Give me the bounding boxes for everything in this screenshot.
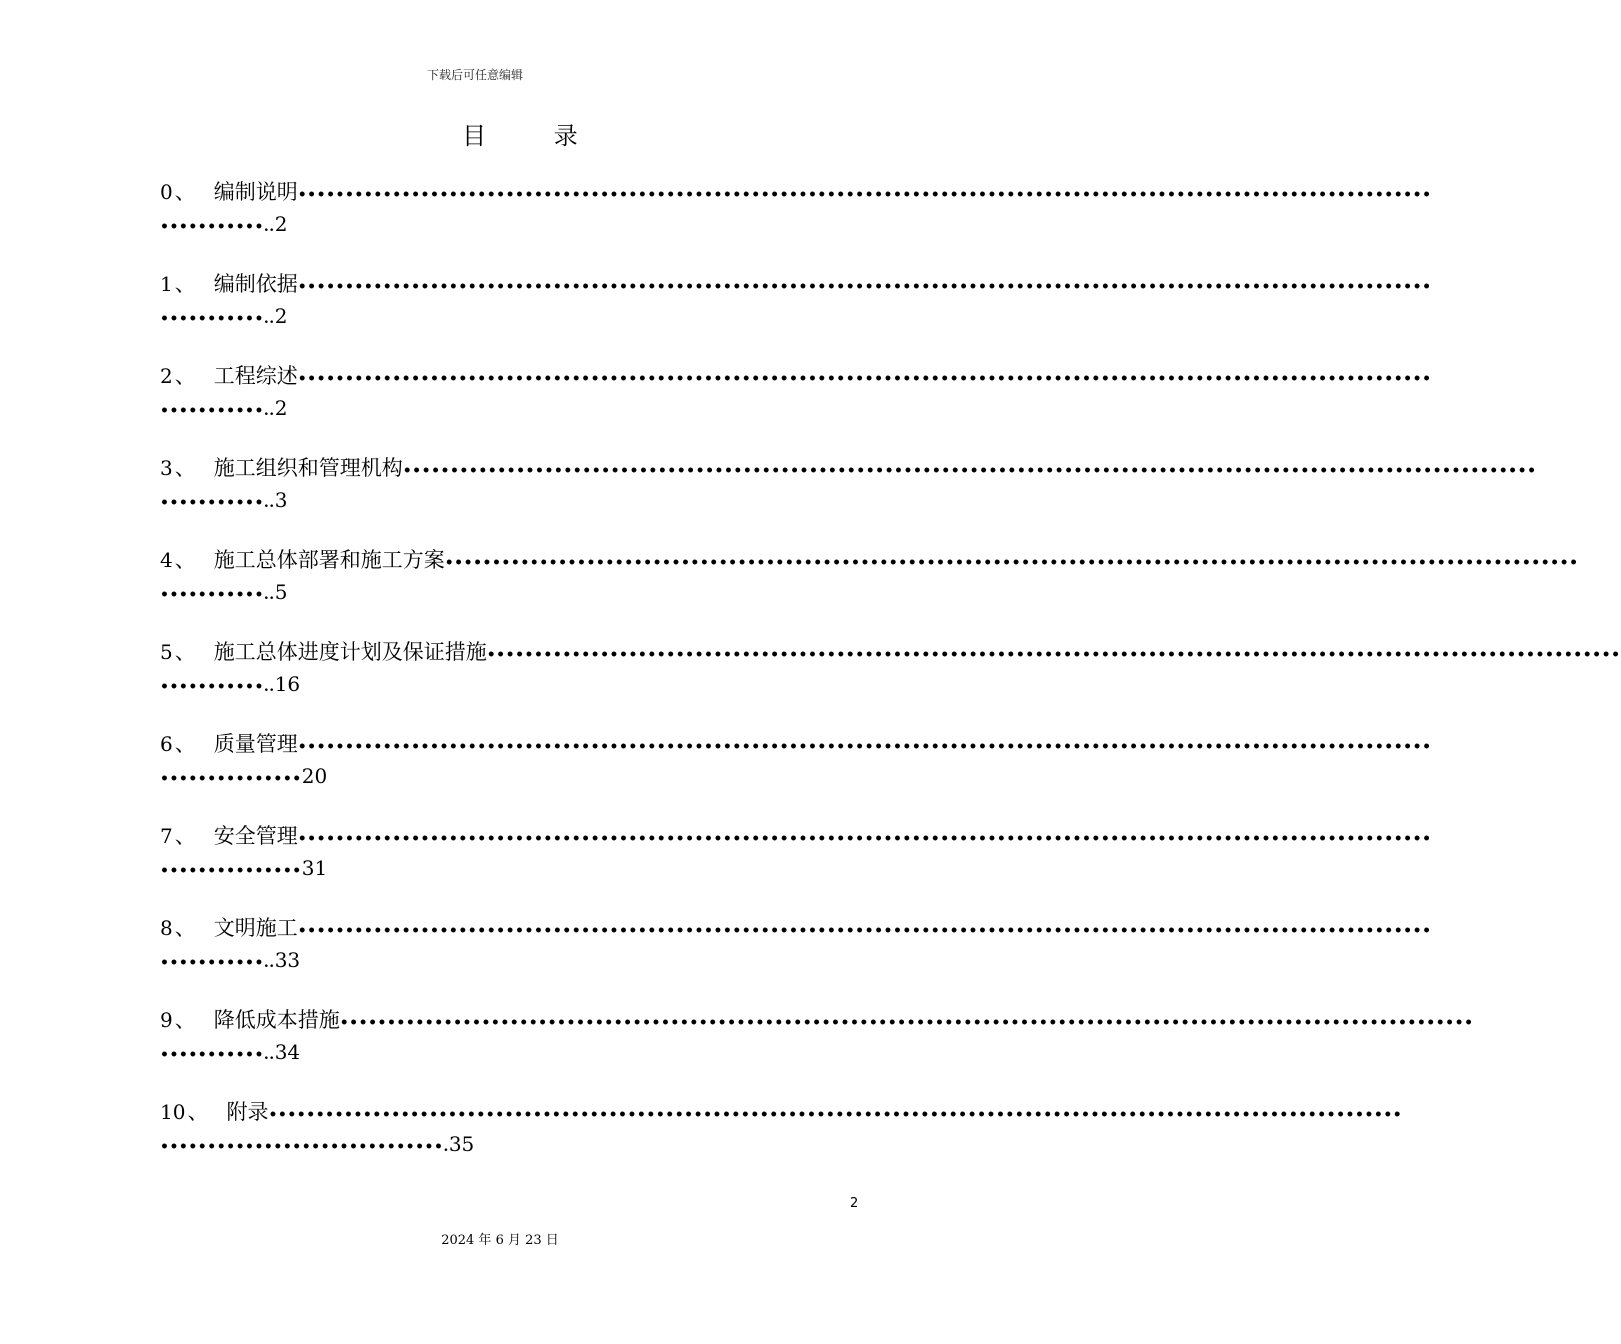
entry-label: 施工总体进度计划及保证措施 bbox=[213, 640, 487, 664]
dot-leader-tail: ••••••••••••••• bbox=[160, 863, 302, 879]
entry-page-number: 5 bbox=[274, 580, 288, 604]
toc-entry[interactable] bbox=[160, 452, 1537, 544]
toc-entry[interactable] bbox=[160, 1096, 1403, 1188]
entry-separator: 、 bbox=[174, 824, 196, 848]
toc-entry[interactable] bbox=[160, 1004, 1474, 1096]
entry-separator: 、 bbox=[174, 548, 196, 572]
dot-leader: •••••••••••••••••••••••••••••••••••••••••••••••••••••••••••••••••••••••••••••••••••••••••••••••••••••••••••••••••••••••• bbox=[297, 187, 1432, 203]
entry-separator: 、 bbox=[187, 1100, 209, 1124]
toc-entry[interactable] bbox=[160, 544, 1579, 636]
dot-leader: •••••••••••••••••••••••••••••••••••••••••••••••••••••••••••••••••••••••••••••••••••••••••••••••••••••••••••••••••••••••• bbox=[297, 279, 1432, 295]
entry-label: 降低成本措施 bbox=[213, 1008, 340, 1032]
entry-page-number: 34 bbox=[274, 1040, 301, 1064]
entry-label: 施工组织和管理机构 bbox=[213, 456, 403, 480]
toc-entry[interactable] bbox=[160, 176, 1432, 268]
entry-number: 6 bbox=[160, 732, 173, 756]
page-number: 2 bbox=[850, 1196, 859, 1211]
entry-label: 安全管理 bbox=[213, 824, 298, 848]
entry-label: 文明施工 bbox=[213, 916, 298, 940]
entry-label: 编制说明 bbox=[213, 180, 298, 204]
dot-leader-tail: •••••••••••.. bbox=[160, 403, 275, 419]
entry-number: 3 bbox=[160, 456, 173, 480]
entry-label: 施工总体部署和施工方案 bbox=[213, 548, 445, 572]
dot-leader: •••••••••••••••••••••••••••••••••••••••••••••••••••••••••••••••••••••••••••••••••••••••••••••••••••••••••••••••••••••••• bbox=[297, 923, 1432, 939]
entry-page-number: 20 bbox=[301, 764, 328, 788]
entry-number: 9 bbox=[160, 1008, 173, 1032]
dot-leader: •••••••••••••••••••••••••••••••••••••••••••••••••••••••••••••••••••••••••••••••••••••••••••••••••••••••••••••••••••••••• bbox=[444, 555, 1579, 571]
entry-label: 附录 bbox=[226, 1100, 269, 1124]
entry-separator: 、 bbox=[174, 364, 196, 388]
entry-number: 2 bbox=[160, 364, 173, 388]
entry-number: 8 bbox=[160, 916, 173, 940]
entry-number: 5 bbox=[160, 640, 173, 664]
entry-number: 4 bbox=[160, 548, 173, 572]
entry-label: 工程综述 bbox=[213, 364, 298, 388]
entry-page-number: 16 bbox=[274, 672, 301, 696]
dot-leader-tail: •••••••••••.. bbox=[160, 311, 275, 327]
dot-leader-tail: •••••••••••.. bbox=[160, 495, 275, 511]
entry-page-number: 33 bbox=[274, 948, 301, 972]
entry-separator: 、 bbox=[174, 456, 196, 480]
header-note: 下载后可任意编辑 bbox=[426, 68, 523, 82]
dot-leader-tail: •••••••••••.. bbox=[160, 955, 275, 971]
dot-leader: •••••••••••••••••••••••••••••••••••••••••••••••••••••••••••••••••••••••••••••••••••••••••••••••••••••••••••••••••••••••• bbox=[297, 831, 1432, 847]
dot-leader-tail: •••••••••••.. bbox=[160, 679, 275, 695]
toc-entry[interactable] bbox=[160, 728, 1432, 820]
dot-leader: •••••••••••••••••••••••••••••••••••••••••••••••••••••••••••••••••••••••••••••••••••••••••••••••••••••••••••••••••••••••• bbox=[297, 371, 1432, 387]
dot-leader: •••••••••••••••••••••••••••••••••••••••••••••••••••••••••••••••••••••••••••••••••••••••••••••••••••••••••••••••••••••••• bbox=[402, 463, 1537, 479]
entry-separator: 、 bbox=[174, 916, 196, 940]
dot-leader-tail: ••••••••••••••••••••••••••••••. bbox=[160, 1139, 449, 1155]
entry-page-number: 31 bbox=[301, 856, 328, 880]
toc-entry[interactable] bbox=[160, 912, 1432, 1004]
entry-number: 1 bbox=[160, 272, 173, 296]
entry-number: 10 bbox=[160, 1100, 186, 1124]
entry-number: 0 bbox=[160, 180, 173, 204]
entry-page-number: 2 bbox=[274, 212, 288, 236]
entry-label: 编制依据 bbox=[213, 272, 298, 296]
toc-entry[interactable] bbox=[160, 636, 1621, 728]
toc-entry[interactable] bbox=[160, 268, 1432, 360]
entry-page-number: 3 bbox=[274, 488, 288, 512]
entry-separator: 、 bbox=[174, 640, 196, 664]
toc-entry[interactable] bbox=[160, 820, 1432, 912]
entry-separator: 、 bbox=[174, 180, 196, 204]
entry-separator: 、 bbox=[174, 272, 196, 296]
entry-page-number: 2 bbox=[274, 396, 288, 420]
entry-label: 质量管理 bbox=[213, 732, 298, 756]
entry-page-number: 35 bbox=[448, 1132, 475, 1156]
entry-page-number: 2 bbox=[274, 304, 288, 328]
dot-leader: •••••••••••••••••••••••••••••••••••••••••••••••••••••••••••••••••••••••••••••••••••••••••••••••••••••••••••••••••••••••• bbox=[339, 1015, 1474, 1031]
table-of-contents bbox=[160, 176, 1621, 1188]
dot-leader: •••••••••••••••••••••••••••••••••••••••••••••••••••••••••••••••••••••••••••••••••••••••••••••••••••••••••••••••••••••••• bbox=[486, 647, 1621, 663]
dot-leader-tail: •••••••••••.. bbox=[160, 587, 275, 603]
toc-title: 目 录 bbox=[462, 122, 608, 150]
entry-separator: 、 bbox=[174, 1008, 196, 1032]
entry-separator: 、 bbox=[174, 732, 196, 756]
dot-leader-tail: •••••••••••.. bbox=[160, 1047, 275, 1063]
footer-date: 2024 年 6 月 23 日 bbox=[441, 1233, 559, 1248]
dot-leader-tail: •••••••••••.. bbox=[160, 219, 275, 235]
entry-number: 7 bbox=[160, 824, 173, 848]
toc-entry[interactable] bbox=[160, 360, 1432, 452]
dot-leader: •••••••••••••••••••••••••••••••••••••••••••••••••••••••••••••••••••••••••••••••••••••••••••••••••••••••••••••••••••••••• bbox=[297, 739, 1432, 755]
dot-leader: •••••••••••••••••••••••••••••••••••••••••••••••••••••••••••••••••••••••••••••••••••••••••••••••••••••••••••••••••••••••• bbox=[268, 1107, 1403, 1123]
dot-leader-tail: ••••••••••••••• bbox=[160, 771, 302, 787]
